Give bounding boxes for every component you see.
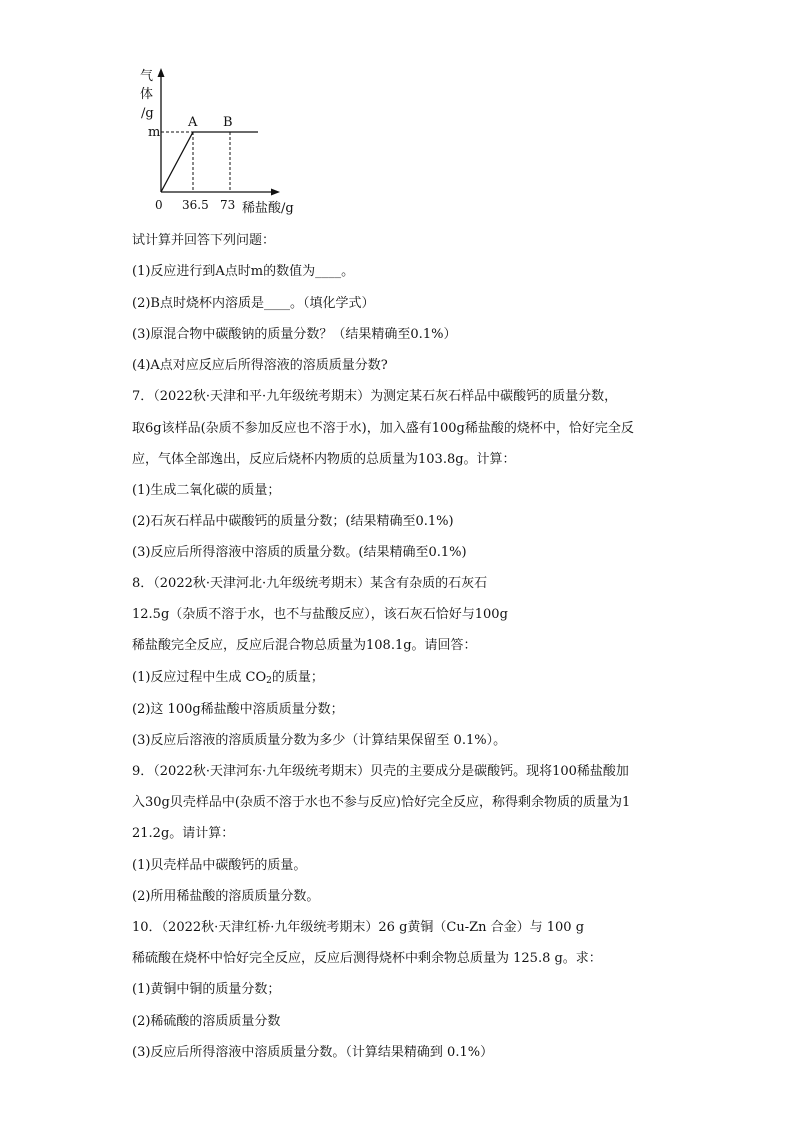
text-line-1: 试计算并回答下列问题：: [132, 233, 276, 248]
text-line-21: (1)贝壳样品中碳酸钙的质量。: [132, 858, 307, 873]
text-line-15-post: 的质量；: [271, 670, 324, 685]
y-label-line-1: 气: [140, 69, 154, 84]
text-line-19: 入30g贝壳样品中(杂质不溶于水也不参与反应)恰好完全反应，称得剩余物质的质量为1: [132, 795, 631, 810]
y-tick-m: m: [148, 125, 161, 140]
x-tick-73: 73: [220, 198, 236, 212]
text-line-14: 稀盐酸完全反应，反应后混合物总质量为108.1g。请回答：: [132, 638, 477, 653]
x-axis-label: 稀盐酸/g: [242, 201, 294, 216]
text-line-20: 21.2g。请计算：: [132, 826, 235, 841]
text-line-17: (3)反应后溶液的溶质质量分数为多少（计算结果保留至 0.1%）。: [132, 733, 507, 748]
point-label-b: B: [223, 115, 233, 130]
y-label-line-2: 体: [140, 87, 154, 102]
text-line-15: [132, 670, 324, 686]
point-label-a: A: [188, 115, 198, 130]
y-label-line-3: /g: [141, 106, 154, 121]
text-line-24: 稀硫酸在烧杯中恰好完全反应，反应后测得烧杯中剩余物总质量为 125.8 g。求：: [132, 951, 602, 966]
text-line-2: (1)反应进行到A点时m的数值为____。: [132, 264, 355, 279]
text-line-18: 9．（2022秋·天津河东·九年级统考期末）贝壳的主要成分是碳酸钙。现将100稀盐酸加: [132, 764, 629, 779]
text-line-3: (2)B点时烧杯内溶质是____。（填化学式）: [132, 296, 375, 311]
text-line-22: (2)所用稀盐酸的溶质质量分数。: [132, 889, 320, 904]
text-line-7: 取6g该样品(杂质不参加反应也不溶于水)，加入盛有100g稀盐酸的烧杯中，恰好完全反: [132, 421, 634, 436]
text-line-11: (3)反应后所得溶液中溶质的质量分数。(结果精确至0.1%): [132, 545, 467, 560]
text-line-16: (2)这 100g稀盐酸中溶质质量分数；: [132, 702, 344, 717]
text-line-23: 10．（2022秋·天津红桥·九年级统考期末）26 g黄铜（Cu-Zn 合金）与 100 g: [132, 920, 585, 935]
x-tick-0: 0: [155, 198, 163, 212]
text-line-8: 应，气体全部逸出，反应后烧杯内物质的总质量为103.8g。计算：: [132, 452, 516, 467]
text-line-27: (3)反应后所得溶液中溶质质量分数。（计算结果精确到 0.1%）: [132, 1045, 494, 1060]
text-line-5: (4)A点对应反应后所得溶液的溶质质量分数?: [132, 358, 388, 373]
text-line-25: (1)黄铜中铜的质量分数；: [132, 982, 281, 997]
text-line-15-sub: 2: [266, 676, 272, 686]
x-tick-36-5: 36.5: [182, 198, 209, 212]
text-line-26: (2)稀硫酸的溶质质量分数: [132, 1014, 281, 1029]
text-line-12: 8．（2022秋·天津河北·九年级统考期末）某含有杂质的石灰石: [132, 576, 488, 591]
text-line-10: (2)石灰石样品中碳酸钙的质量分数；(结果精确至0.1%): [132, 514, 454, 529]
y-axis-arrow: [158, 68, 165, 77]
series-gas-line: [161, 132, 258, 192]
text-line-13: 12.5g（杂质不溶于水，也不与盐酸反应），该石灰石恰好与100g: [132, 607, 508, 622]
text-line-6: 7．（2022秋·天津和平·九年级统考期末）为测定某石灰石样品中碳酸钙的质量分数，: [132, 389, 618, 404]
text-line-4: (3)原混合物中碳酸钠的质量分数？（结果精确至0.1%）: [132, 327, 457, 342]
text-line-9: (1)生成二氧化碳的质量；: [132, 483, 281, 498]
gas-vs-acid-chart: [130, 62, 310, 222]
x-axis-arrow: [271, 189, 280, 196]
text-line-15-pre: (1)反应过程中生成 CO: [132, 670, 267, 685]
